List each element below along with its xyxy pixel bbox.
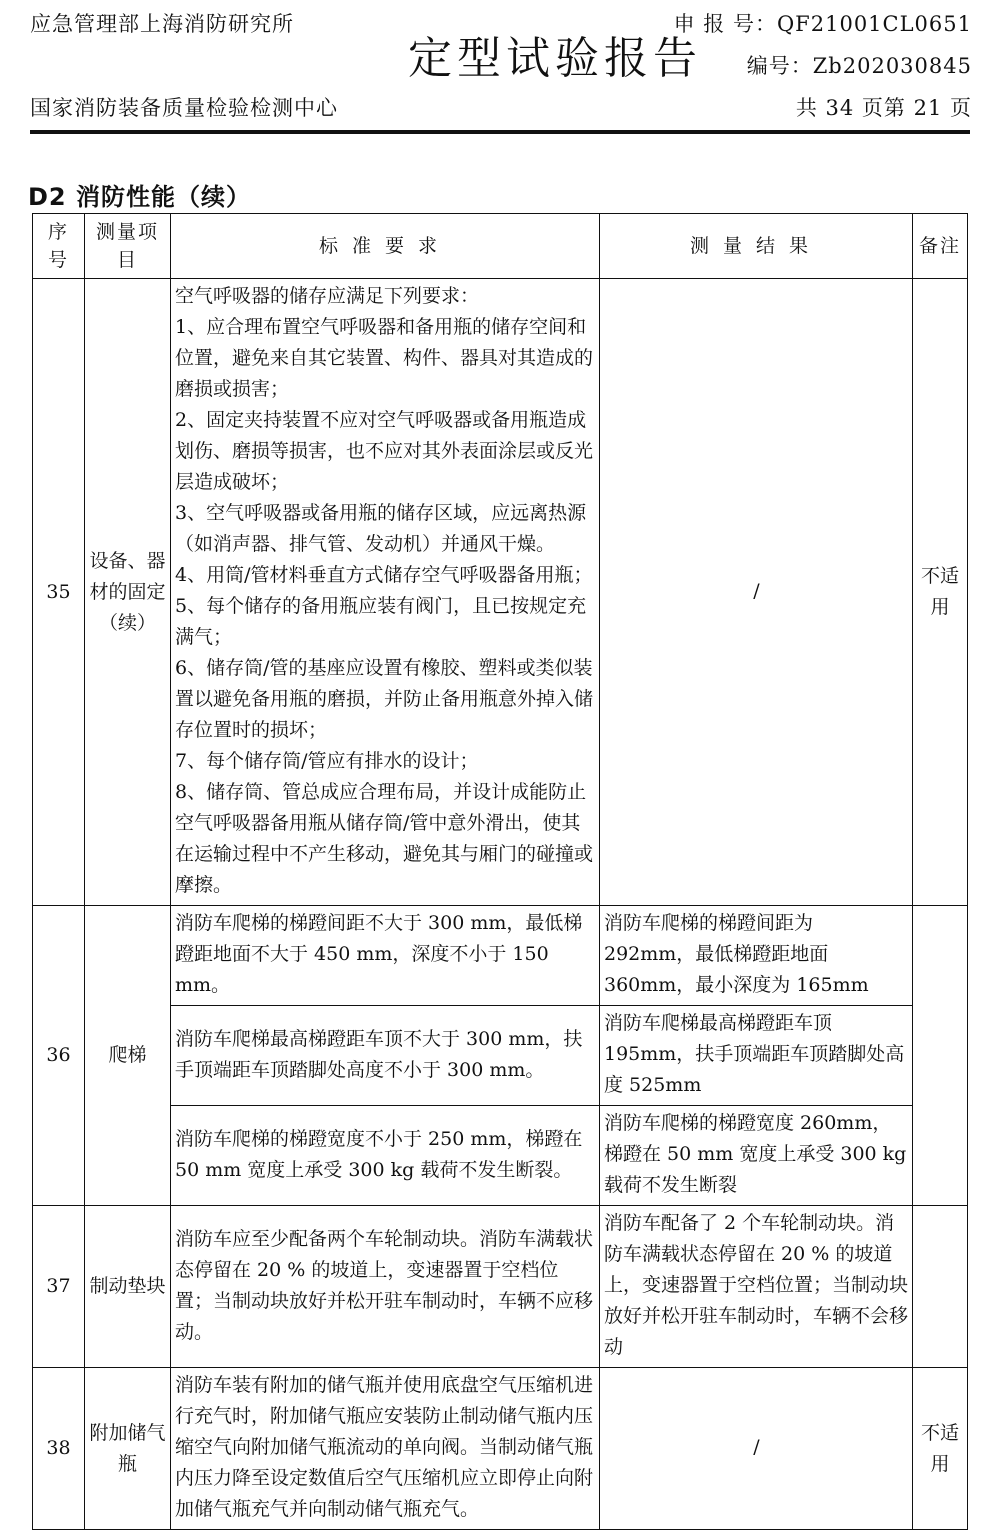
section-title: D2 消防性能（续） (28, 183, 251, 211)
table-subrow (33, 1006, 968, 1106)
requirement-cell: 消防车爬梯的梯蹬间距不大于 300 mm，最低梯蹬距地面不大于 450 mm，深度不小于 150 mm。 (171, 906, 600, 1006)
header-item (85, 214, 171, 279)
testing-center-name: 国家消防装备质量检验检测中心 (30, 96, 338, 120)
remark-line: 不适 (920, 565, 959, 587)
application-number: 申 报 号：QF21001CL0651 (673, 12, 972, 36)
measurement-item: 爬梯 (85, 906, 171, 1206)
remark-line: 不适 (920, 1421, 959, 1444)
performance-table (32, 213, 968, 1530)
requirement-line: 4、用筒/管材料垂直方式储存空气呼吸器备用瓶； (175, 564, 593, 586)
item-line: 附加储气 (89, 1421, 166, 1444)
issuing-organization: 应急管理部上海消防研究所 (30, 12, 294, 36)
requirement-cell: 消防车爬梯的梯蹬宽度不小于 250 mm，梯蹬在 50 mm 宽度上承受 300 kg 载荷不发生断裂。 (171, 1106, 600, 1206)
requirement-cell: 消防车应至少配备两个车轮制动块。消防车满载状态停留在 20 % 的坡道上，变速器置于空档位置；当制动块放好并松开驻车制动时，车辆不应移动。 (171, 1206, 600, 1368)
header-item-line2: 目 (116, 249, 138, 271)
row-number: 35 (33, 279, 85, 906)
header-remark: 备注 (913, 214, 968, 279)
result-cell: / (600, 1368, 913, 1530)
item-line: 瓶 (117, 1452, 137, 1475)
header-item-line1: 测量项 (95, 221, 159, 243)
measurement-item (85, 1368, 171, 1530)
row-number: 36 (33, 906, 85, 1206)
measurement-item (85, 1206, 171, 1368)
result-cell: 消防车配备了 2 个车轮制动块。消防车满载状态停留在 20 % 的坡道上，变速器置于空档位置；当制动块放好并松开驻车制动时，车辆不会移动 (600, 1206, 913, 1368)
remark-cell (913, 279, 968, 906)
result-cell: / (600, 279, 913, 906)
header-no-line1: 序 (47, 221, 69, 243)
requirement-line: 7、每个储存筒/管应有排水的设计； (175, 750, 479, 772)
requirement-cell (171, 279, 600, 906)
table-row (33, 279, 968, 906)
requirement-cell: 消防车装有附加的储气瓶并使用底盘空气压缩机进行充气时，附加储气瓶应安装防止制动储气瓶内压缩空气向附加储气瓶流动的单向阀。当制动储气瓶内压力降至设定数值后空气压缩机应立即停止向附加储气瓶充气并向制动储气瓶充气。 (171, 1368, 600, 1530)
requirement-line: 3、空气呼吸器或备用瓶的储存区域，应远离热源（如消声器、排气管、发动机）并通风干燥。 (175, 502, 587, 555)
header-result: 测量结果 (600, 214, 913, 279)
requirement-line: 空气呼吸器的储存应满足下列要求： (175, 285, 480, 307)
table-subrow (33, 1106, 968, 1206)
remark-cell (913, 906, 968, 1206)
item-line: 设备、器 (89, 549, 166, 572)
header-divider (30, 130, 970, 134)
item-line: 材的固定 (89, 580, 166, 603)
remark-line: 用 (930, 1452, 950, 1475)
requirement-line: 5、每个储存的备用瓶应装有阀门，且已按规定充满气； (175, 595, 587, 648)
row-number: 37 (33, 1206, 85, 1368)
row-number: 38 (33, 1368, 85, 1530)
measurement-item (85, 279, 171, 906)
requirement-line: 2、固定夹持装置不应对空气呼吸器或备用瓶造成划伤、磨损等损害，也不应对其外表面涂层或反光层造成破坏； (175, 409, 594, 493)
report-title: 定型试验报告 (408, 33, 702, 84)
result-cell: 消防车爬梯最高梯蹬距车顶 195mm，扶手顶端距车顶踏脚处高度 525mm (600, 1006, 913, 1106)
item-line: 制动垫块 (89, 1275, 166, 1297)
table-row (33, 1206, 968, 1368)
result-cell: 消防车爬梯的梯蹬间距为 292mm，最低梯蹬距地面 360mm，最小深度为 165mm (600, 906, 913, 1006)
requirement-line: 6、储存筒/管的基座应设置有橡胶、塑料或类似装置以避免备用瓶的磨损，并防止备用瓶意外掉入储存位置时的损坏； (175, 657, 594, 741)
table-row (33, 906, 968, 1006)
requirement-cell: 消防车爬梯最高梯蹬距车顶不大于 300 mm，扶手顶端距车顶踏脚处高度不小于 300 mm。 (171, 1006, 600, 1106)
header-requirement: 标准要求 (171, 214, 600, 279)
requirement-line: 8、储存筒、管总成应合理布局，并设计成能防止空气呼吸器备用瓶从储存筒/管中意外滑出，使其在运输过程中不产生移动，避免其与厢门的碰撞或摩擦。 (175, 781, 594, 896)
result-cell: 消防车爬梯的梯蹬宽度 260mm，梯蹬在 50 mm 宽度上承受 300 kg 载荷不发生断裂 (600, 1106, 913, 1206)
remark-line: 用 (930, 596, 950, 618)
header-no-line2: 号 (47, 249, 69, 271)
table-header-row (33, 214, 968, 279)
remark-cell (913, 1368, 968, 1530)
requirement-line: 1、应合理布置空气呼吸器和备用瓶的储存空间和位置，避免来自其它装置、构件、器具对其造成的磨损或损害； (175, 316, 594, 400)
table-row (33, 1368, 968, 1530)
remark-cell (913, 1206, 968, 1368)
item-line: （续） (98, 611, 156, 634)
report-number: 编号：Zb202030845 (746, 54, 972, 78)
page-indicator: 共 34 页第 21 页 (795, 96, 972, 120)
header-no (33, 214, 85, 279)
